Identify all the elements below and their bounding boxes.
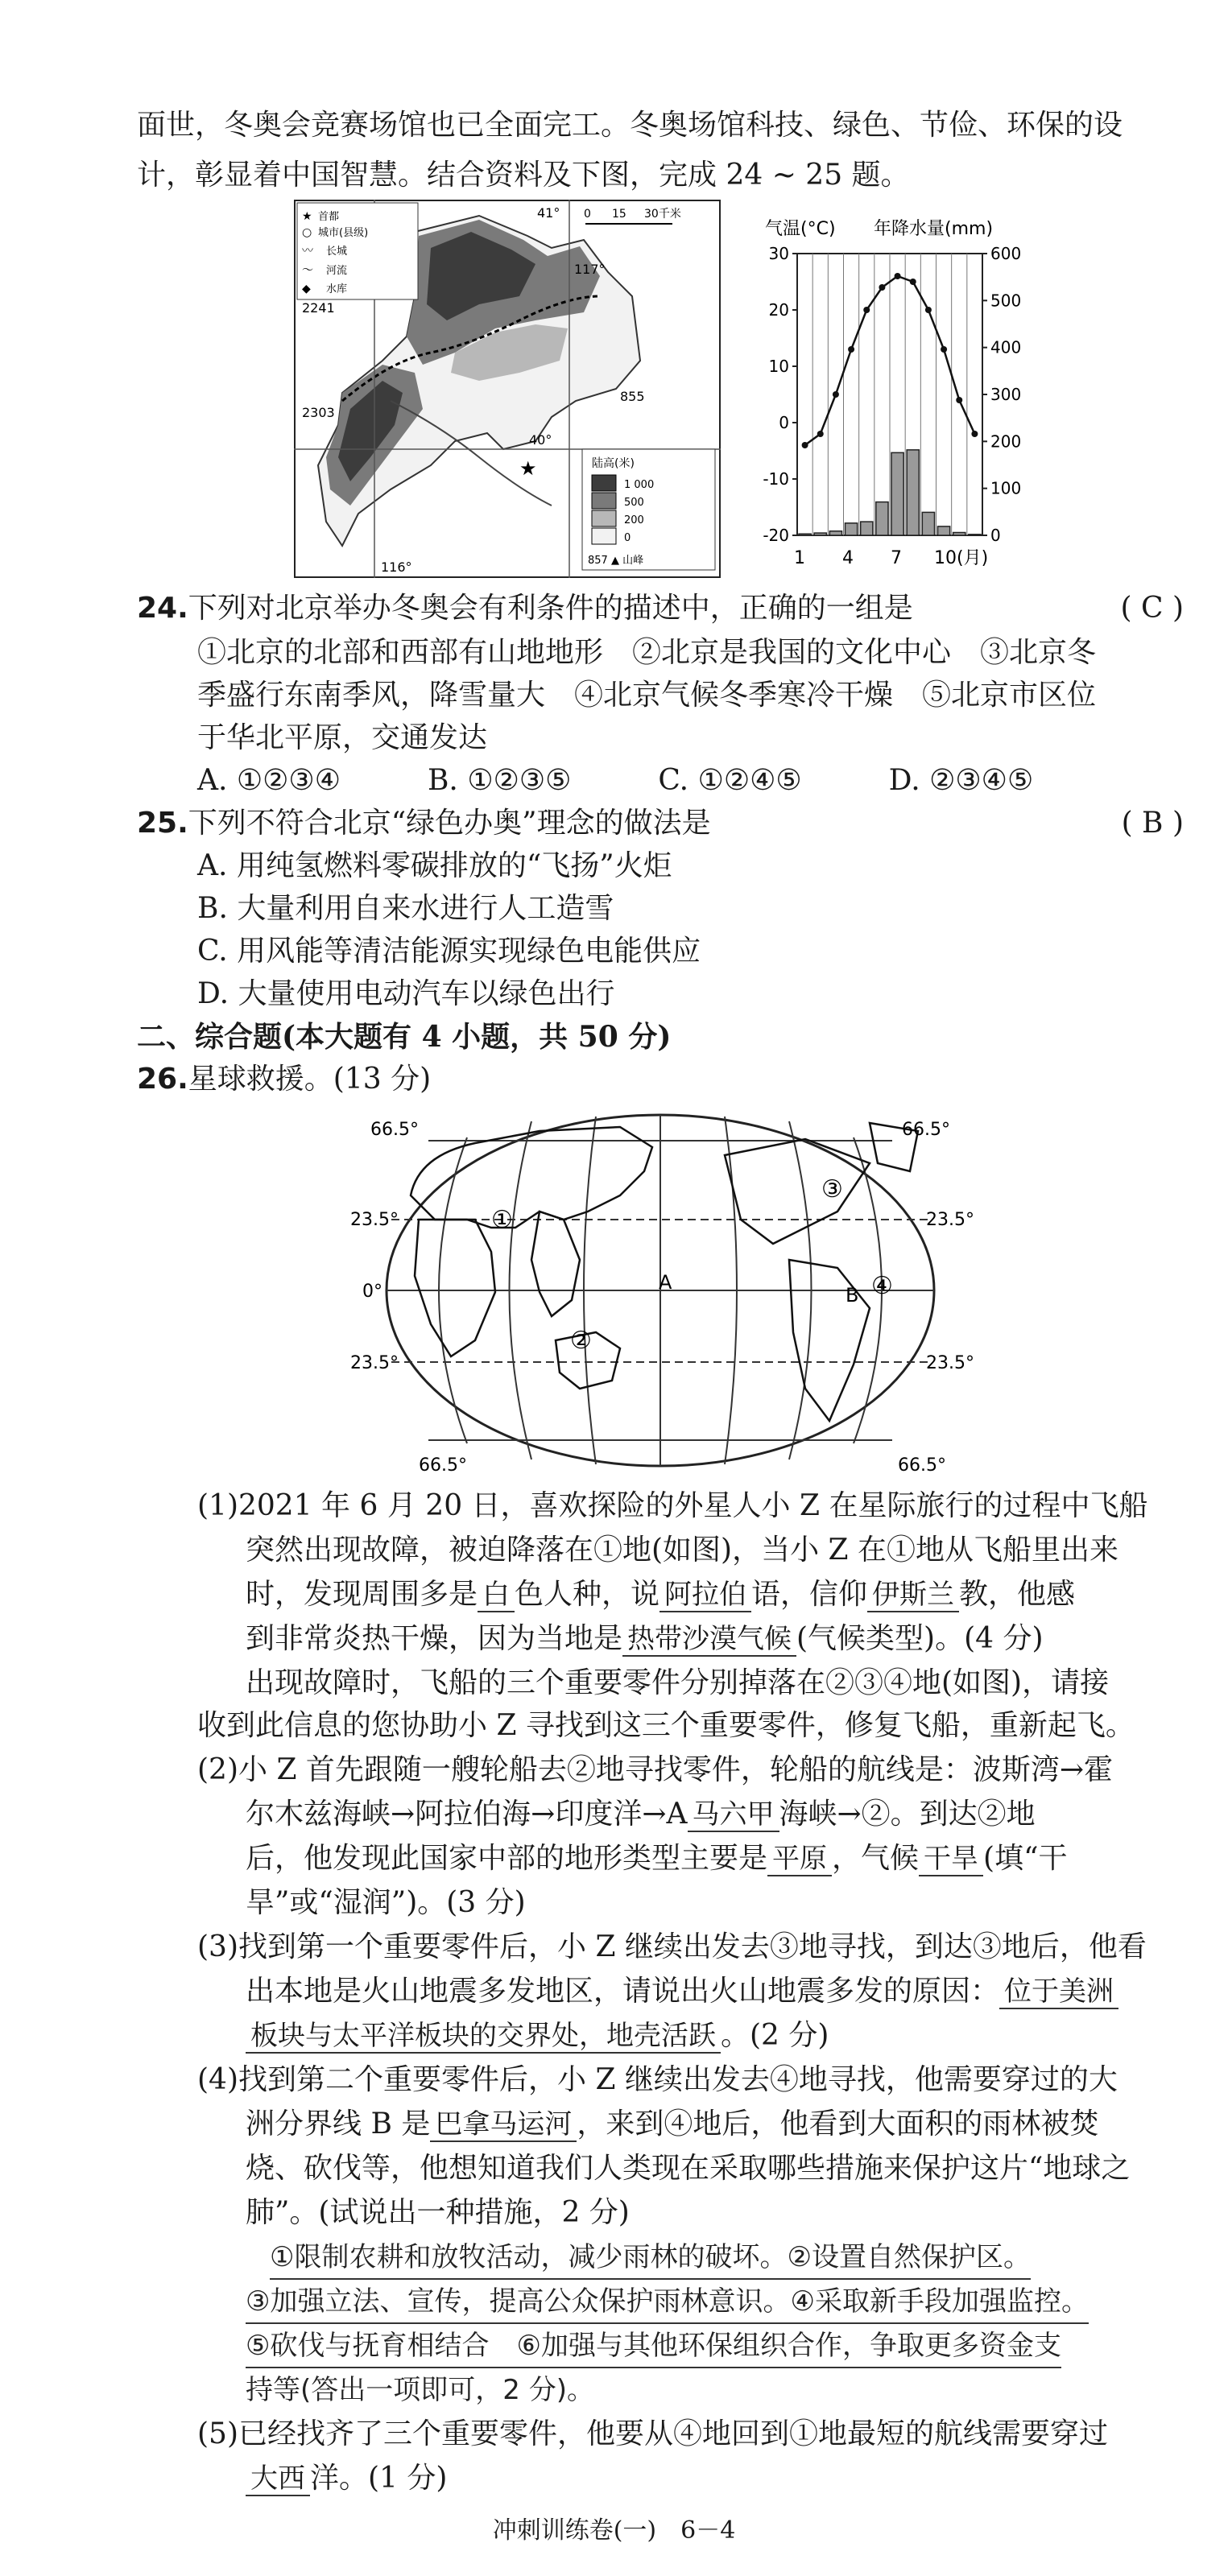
svg-text:116°: 116° <box>381 559 412 575</box>
temperature-point <box>817 431 824 437</box>
marker-4: ④ <box>871 1272 893 1300</box>
p5-line-2: 大西 洋。(1 分) <box>246 2458 447 2500</box>
svg-text:857 ▲ 山峰: 857 ▲ 山峰 <box>588 555 644 567</box>
x-tick: 10(月) <box>934 548 989 568</box>
right-tick-label: 200 <box>990 431 1022 452</box>
p4-answer-2: ③加强立法、宣传，提高公众保护雨林意识。④采取新手段加强监控。 <box>246 2281 1089 2324</box>
lat-label: 66.5° <box>370 1120 419 1140</box>
svg-text:117°: 117° <box>574 262 606 277</box>
precip-bar <box>953 533 965 536</box>
marker-b: B <box>846 1284 859 1307</box>
left-tick-label: 10 <box>768 357 789 376</box>
p3-line-1: (3)找到第一个重要零件后，小 Z 继续出发去③地寻找，到达③地后，他看 <box>197 1930 1147 1963</box>
precip-bar <box>891 452 903 535</box>
intro-line-2: 计，彰显着中国智慧。结合资料及下图，完成 24 ~ 25 题。 <box>137 159 910 192</box>
left-tick-label: 20 <box>768 300 789 320</box>
temperature-point <box>925 307 932 313</box>
p2-line-3: 后，他发现此国家中部的地形类型主要是 平原 ，气候 干旱 (填“干 <box>246 1842 1068 1875</box>
lat-label: 23.5° <box>350 1210 399 1230</box>
svg-text:首都: 首都 <box>318 211 340 223</box>
lat-label: 23.5° <box>350 1353 399 1373</box>
svg-text:～: ～ <box>302 264 313 277</box>
climate-right-title: 年降水量(mm) <box>874 219 994 239</box>
lat-label: 66.5° <box>898 1455 946 1476</box>
q24-options: A. ①②③④ B. ①②③⑤ C. ①②④⑤ D. ②③④⑤ <box>197 764 1034 797</box>
svg-text:★: ★ <box>519 457 537 480</box>
q25-option-b: B. 大量利用自来水进行人工造雪 <box>197 892 614 925</box>
svg-text:◆: ◆ <box>302 283 311 295</box>
precip-bar <box>922 512 934 535</box>
left-tick-label: -10 <box>763 469 789 489</box>
svg-text:★: ★ <box>302 210 312 223</box>
world-map <box>350 1099 974 1477</box>
lat-label: 66.5° <box>419 1455 467 1476</box>
svg-text:40°: 40° <box>529 432 552 448</box>
temperature-point <box>863 307 870 313</box>
temperature-point <box>802 442 808 448</box>
q26-title: 26.星球救援。(13 分) <box>137 1063 432 1096</box>
q24-stem: 24.下列对北京举办冬奥会有利条件的描述中，正确的一组是 <box>137 592 913 625</box>
page-footer: 冲刺训练卷(一) 6－4 <box>492 2516 736 2545</box>
svg-text:30千米: 30千米 <box>644 208 681 221</box>
q24-answer: ( C ) <box>1120 592 1184 625</box>
svg-text:1 000: 1 000 <box>624 479 655 491</box>
svg-text:500: 500 <box>624 497 644 509</box>
left-tick-label: 30 <box>768 244 789 263</box>
precip-bar <box>829 531 841 535</box>
p2-line-2: 尔木兹海峡→阿拉伯海→印度洋→A 马六甲 海峡→②。到达②地 <box>246 1798 1036 1831</box>
p4-answer-4: 持等(答出一项即可，2 分)。 <box>246 2374 594 2406</box>
q25-answer: ( B ) <box>1121 807 1184 840</box>
temperature-point <box>971 431 978 437</box>
precip-bar <box>876 502 888 535</box>
intro-line-1: 面世，冬奥会竞赛场馆也已全面完工。冬奥场馆科技、绿色、节俭、环保的设 <box>137 109 1123 142</box>
lat-label: 23.5° <box>926 1353 974 1373</box>
svg-text:〰: 〰 <box>302 245 313 258</box>
climate-left-title: 气温(°C) <box>765 219 836 239</box>
p2-line-1: (2)小 Z 首先跟随一艘轮船去②地寻找零件，轮船的航线是：波斯湾→霍 <box>197 1753 1114 1786</box>
mid-line-2: 收到此信息的您协助小 Z 寻找到这三个重要零件，修复飞船，重新起飞。 <box>197 1709 1135 1742</box>
p1-line-4: 到非常炎热干燥，因为当地是 热带沙漠气候 (气候类型)。(4 分) <box>246 1622 1044 1655</box>
p4-line-4: 肺”。(试说出一种措施，2 分) <box>246 2196 630 2229</box>
p3-line-2: 出本地是火山地震多发地区，请说出火山地震多发的原因： 位于美洲 <box>246 1971 1118 2013</box>
temperature-point <box>848 346 854 353</box>
q24-line-3: 季盛行东南季风，降雪量大 ④北京气候冬季寒冷干燥 ⑤北京市区位 <box>197 679 1097 712</box>
temperature-point <box>941 346 947 353</box>
left-tick-label: 0 <box>779 413 789 432</box>
marker-2: ② <box>570 1327 592 1355</box>
p5-line-1: (5)已经找齐了三个重要零件，他要从④地回到①地最短的航线需要穿过 <box>197 2417 1108 2450</box>
svg-text:河流: 河流 <box>326 265 348 277</box>
svg-text:41°: 41° <box>537 205 560 221</box>
climate-chart <box>741 205 1031 576</box>
q24-line-2: ①北京的北部和西部有山地地形 ②北京是我国的文化中心 ③北京冬 <box>197 636 1097 669</box>
svg-text:水库: 水库 <box>326 283 348 295</box>
mid-line-1: 出现故障时，飞船的三个重要零件分别掉落在②③④地(如图)，请接 <box>246 1666 1110 1699</box>
p4-line-1: (4)找到第二个重要零件后，小 Z 继续出发去④地寻找，他需要穿过的大 <box>197 2063 1118 2096</box>
svg-text:200: 200 <box>624 514 644 526</box>
svg-text:15: 15 <box>612 208 626 221</box>
lat-label: 0° <box>362 1282 382 1302</box>
x-tick: 7 <box>891 548 902 568</box>
p1-line-1: (1)2021 年 6 月 20 日，喜欢探险的外星人小 Z 在星际旅行的过程中飞船 <box>197 1489 1148 1522</box>
svg-text:2241: 2241 <box>302 300 335 316</box>
svg-text:○: ○ <box>302 226 312 239</box>
q25-option-a: A. 用纯氢燃料零碳排放的“飞扬”火炬 <box>197 849 672 882</box>
left-tick-label: -20 <box>763 526 789 545</box>
temperature-point <box>833 391 839 398</box>
q25-option-d: D. 大量使用电动汽车以绿色出行 <box>197 977 615 1010</box>
right-tick-label: 600 <box>990 244 1022 263</box>
precip-bar <box>938 526 950 535</box>
precip-bar <box>907 450 919 535</box>
beijing-map <box>294 200 721 578</box>
q24-line-4: 于华北平原，交通发达 <box>197 721 488 754</box>
right-tick-label: 300 <box>990 385 1022 404</box>
svg-text:陆高(米): 陆高(米) <box>592 457 635 470</box>
svg-text:城市(县级): 城市(县级) <box>318 227 369 239</box>
precip-bar <box>861 522 873 535</box>
q25-option-c: C. 用风能等清洁能源实现绿色电能供应 <box>197 935 701 968</box>
marker-1: ① <box>491 1206 513 1234</box>
svg-text:0: 0 <box>584 208 591 221</box>
q25-stem: 25.下列不符合北京“绿色办奥”理念的做法是 <box>137 807 711 840</box>
marker-a: A <box>659 1271 672 1294</box>
p4-line-2: 洲分界线 B 是 巴拿马运河 ，来到④地后，他看到大面积的雨林被焚 <box>246 2107 1099 2140</box>
right-tick-label: 100 <box>990 478 1022 498</box>
x-tick: 1 <box>794 548 805 568</box>
lat-label: 66.5° <box>902 1120 950 1140</box>
precip-bar <box>799 534 811 535</box>
svg-text:0: 0 <box>624 532 631 544</box>
svg-text:长城: 长城 <box>326 246 348 258</box>
temperature-point <box>910 279 916 285</box>
p4-answer-1: ①限制农耕和放牧活动，减少雨林的破坏。②设置自然保护区。 <box>270 2236 1031 2280</box>
p2-line-4: 旱”或“湿润”)。(3 分) <box>246 1886 526 1919</box>
section-2-title: 二、综合题(本大题有 4 小题，共 50 分) <box>137 1020 672 1054</box>
temperature-point <box>956 397 962 403</box>
right-tick-label: 400 <box>990 337 1022 357</box>
p3-line-3: 板块与太平洋板块的交界处，地壳活跃 。(2 分) <box>246 2015 829 2057</box>
right-tick-label: 0 <box>990 526 1001 545</box>
x-tick: 4 <box>842 548 854 568</box>
right-tick-label: 500 <box>990 291 1022 311</box>
svg-text:2303: 2303 <box>302 405 335 420</box>
lat-label: 23.5° <box>926 1210 974 1230</box>
svg-text:855: 855 <box>620 389 645 404</box>
precip-bar <box>846 523 858 535</box>
temperature-point <box>879 284 885 291</box>
precip-bar <box>814 533 826 535</box>
p1-line-3: 时，发现周围多是 白 色人种，说 阿拉伯 语，信仰 伊斯兰 教，他感 <box>246 1578 1076 1611</box>
p4-line-3: 烧、砍伐等，他想知道我们人类现在采取哪些措施来保护这片“地球之 <box>246 2152 1131 2185</box>
p1-line-2: 突然出现故障，被迫降落在①地(如图)，当小 Z 在①地从飞船里出来 <box>246 1534 1118 1567</box>
p4-answer-3: ⑤砍伐与抚育相结合 ⑥加强与其他环保组织合作，争取更多资金支 <box>246 2325 1061 2368</box>
temperature-point <box>895 273 901 279</box>
marker-3: ③ <box>821 1175 843 1203</box>
